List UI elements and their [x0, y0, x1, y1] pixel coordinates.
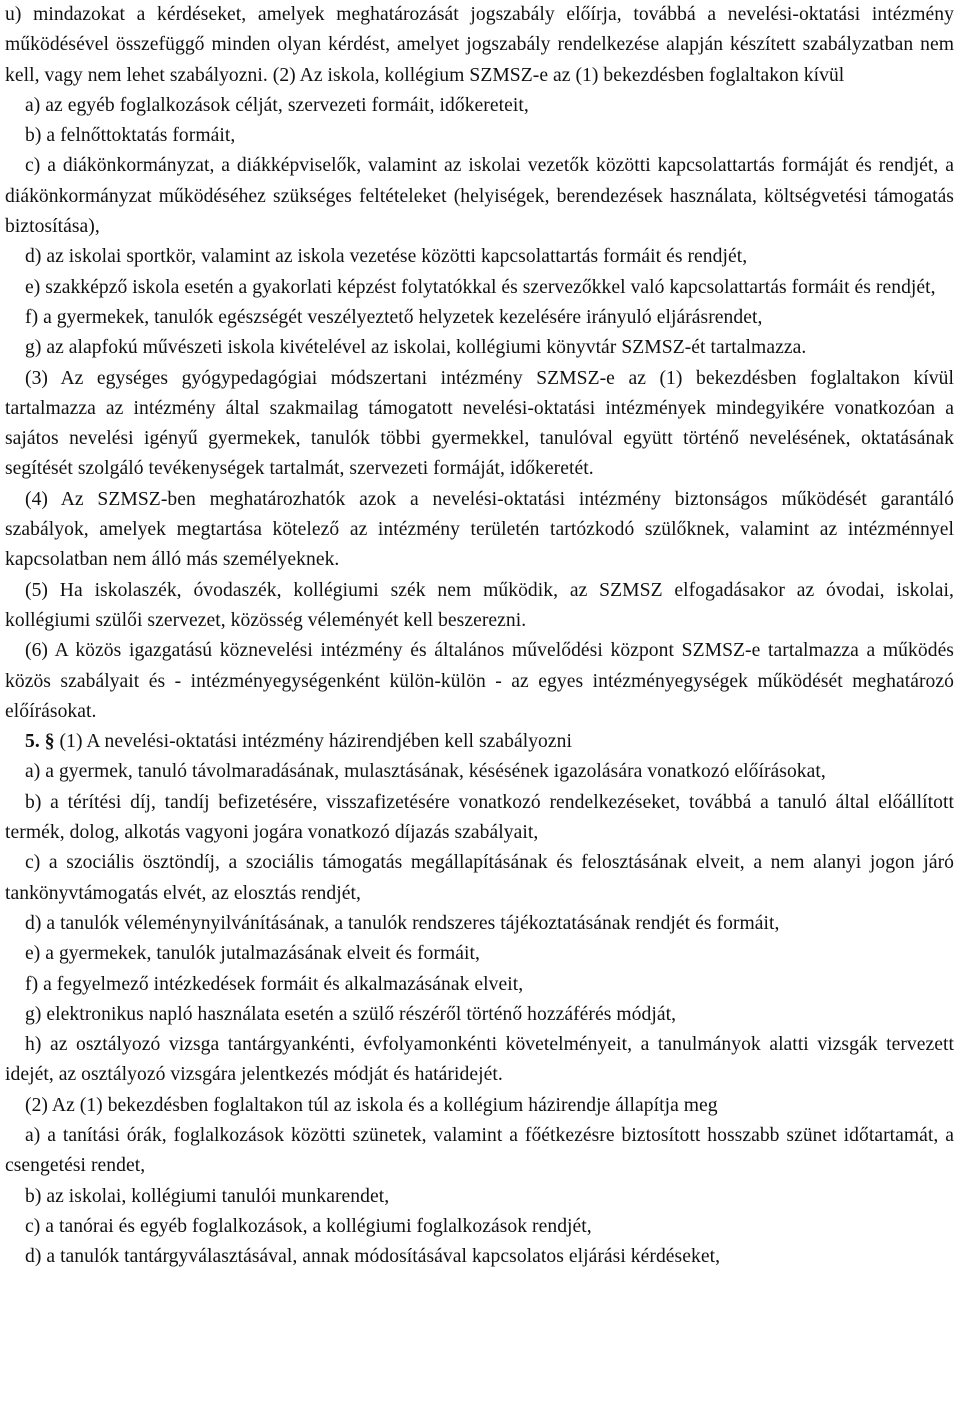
- list-item-d: [5, 1242, 954, 1272]
- paragraph-text: a) az egyéb foglalkozások célját, szervezeti formáit, időkereteit,: [25, 94, 529, 116]
- paragraph-text: c) a szociális ösztöndíj, a szociális támogatás megállapításának és felosztásának elveit, a nem alanyi jogon járó tankönyvtámogatás elvét, az elosztás rendjét,: [5, 852, 954, 904]
- list-item-a: [5, 91, 954, 121]
- paragraph-text: g) az alapfokú művészeti iskola kivételével az iskolai, kollégiumi könyvtár SZMSZ-ét tartalmazza.: [25, 337, 807, 359]
- list-item-g: [5, 333, 954, 363]
- paragraph-section-6: [5, 636, 954, 727]
- paragraph-section-4: [5, 485, 954, 576]
- paragraph-text: (1) A nevelési-oktatási intézmény házirendjében kell szabályozni: [54, 731, 572, 753]
- paragraph-text: g) elektronikus napló használata esetén a szülő részéről történő hozzáférés módját,: [25, 1003, 677, 1025]
- paragraph-text: e) szakképző iskola esetén a gyakorlati képzést folytatókkal és szervezőkkel való kapcsolattartás formáit és rendjét,: [25, 276, 936, 298]
- list-item-e: [5, 939, 954, 969]
- list-item-h: [5, 1030, 954, 1091]
- paragraph-article-5-section-2: [5, 1091, 954, 1121]
- list-item-f: [5, 970, 954, 1000]
- paragraph-text: f) a fegyelmező intézkedések formáit és alkalmazásának elveit,: [25, 973, 524, 995]
- paragraph-text: c) a diákönkormányzat, a diákképviselők, valamint az iskolai vezetők közötti kapcsolattartás formáját és rendjét, a diákönkormányzat működéséhez szükséges feltételeket (helyiségek, berendezések használata, költségvetési támogatás biztosítása),: [5, 155, 954, 238]
- paragraph-text: a) a gyermek, tanuló távolmaradásának, mulasztásának, késésének igazolására vonatkozó előírásokat,: [25, 761, 826, 783]
- list-item-c: [5, 151, 954, 242]
- paragraph-text: (4) Az SZMSZ-ben meghatározhatók azok a nevelési-oktatási intézmény biztonságos működését garantáló szabályok, amelyek megtartása kötelező az intézmény területén tartózkodó szülőknek, valamint az intézménnyel kapcsolatban nem álló más személyeknek.: [5, 488, 954, 571]
- list-item-d: [5, 242, 954, 272]
- paragraph-section-5: [5, 576, 954, 637]
- paragraph-section-3: [5, 364, 954, 485]
- paragraph-text: b) a térítési díj, tandíj befizetésére, visszafizetésére vonatkozó rendelkezéseket, továbbá a tanuló által előállított termék, dolog, alkotás vagyoni jogára vonatkozó díjazás szabályait,: [5, 791, 954, 844]
- section-mark: 5. §: [25, 731, 55, 753]
- paragraph-text: c) a tanórai és egyéb foglalkozások, a kollégiumi foglalkozások rendjét,: [25, 1215, 592, 1237]
- paragraph-text: d) a tanulók véleménynyilvánításának, a tanulók rendszeres tájékoztatásának rendjét és formáit,: [25, 912, 780, 934]
- paragraph-text: f) a gyermekek, tanulók egészségét veszélyeztető helyzetek kezelésére irányuló eljárásrendet,: [25, 306, 763, 328]
- paragraph-text: (6) A közös igazgatású köznevelési intézmény és általános művelődési központ SZMSZ-e tartalmazza a működés közös szabályait és - intézményegységenként külön-külön - az egyes intézményegységek működését meghatározó előírásokat.: [5, 640, 954, 722]
- paragraph-text: e) a gyermekek, tanulók jutalmazásának elveit és formáit,: [25, 943, 480, 965]
- paragraph-article-5-heading: [5, 727, 954, 757]
- paragraph-text: (5) Ha iskolaszék, óvodaszék, kollégiumi szék nem működik, az SZMSZ elfogadásakor az óvodai, iskolai, kollégiumi szülői szervezet, közösség véleményét kell beszerezni.: [5, 579, 954, 631]
- list-item-d: [5, 909, 954, 939]
- list-item-f: [5, 303, 954, 333]
- paragraph-text: d) a tanulók tantárgyválasztásával, annak módosításával kapcsolatos eljárási kérdéseket,: [25, 1246, 721, 1268]
- list-item-c: [5, 1212, 954, 1242]
- paragraph-text: a) a tanítási órák, foglalkozások közötti szünetek, valamint a főétkezésre biztosított hosszabb szünet időtartamát, a csengetési rendet,: [5, 1124, 954, 1177]
- list-item-a: [5, 1121, 954, 1182]
- list-item-e: [5, 273, 954, 303]
- paragraph-text: u) mindazokat a kérdéseket, amelyek meghatározását jogszabály előírja, továbbá a nevelési-oktatási intézmény működésével összefüggő minden olyan kérdést, amelyet jogszabály rendelkezése alapján készített szabályzatban nem kell, vagy nem lehet szabályozni. (2) Az iskola, kollégium SZMSZ-e az (1) bekezdésben foglaltakon kívül: [5, 4, 954, 86]
- list-item-c: [5, 848, 954, 909]
- paragraph-text: (2) Az (1) bekezdésben foglaltakon túl az iskola és a kollégium házirendje állapítja meg: [25, 1094, 718, 1116]
- list-item-g: [5, 1000, 954, 1030]
- list-item-a: [5, 757, 954, 787]
- paragraph-text: h) az osztályozó vizsga tantárgyankénti, évfolyamonkénti követelményeit, a tanulmányok alatti vizsgák tervezett idejét, az osztályozó vizsgára jelentkezés módját és határidejét.: [5, 1034, 954, 1086]
- paragraph-text: (3) Az egységes gyógypedagógiai módszertani intézmény SZMSZ-e az (1) bekezdésben foglaltakon kívül tartalmazza az intézmény által szakmailag támogatott nevelési-oktatási intézmények mindegyikére vonatkozóan a sajátos nevelési igényű gyermekek, tanulók többi gyermekkel, tanulóval együtt történő nevelésének, oktatásának segítését szolgáló tevékenységek tartalmát, szervezeti formáját, időkeretét.: [5, 367, 954, 480]
- list-item-b: [5, 121, 954, 151]
- paragraph-text: d) az iskolai sportkör, valamint az iskola vezetése közötti kapcsolattartás formáit és rendjét,: [25, 246, 748, 268]
- paragraph-text: b) az iskolai, kollégiumi tanulói munkarendet,: [25, 1185, 390, 1207]
- paragraph-u-item-and-section-2: [5, 0, 954, 91]
- list-item-b: [5, 788, 954, 849]
- paragraph-text: b) a felnőttoktatás formáit,: [25, 125, 236, 147]
- list-item-b: [5, 1182, 954, 1212]
